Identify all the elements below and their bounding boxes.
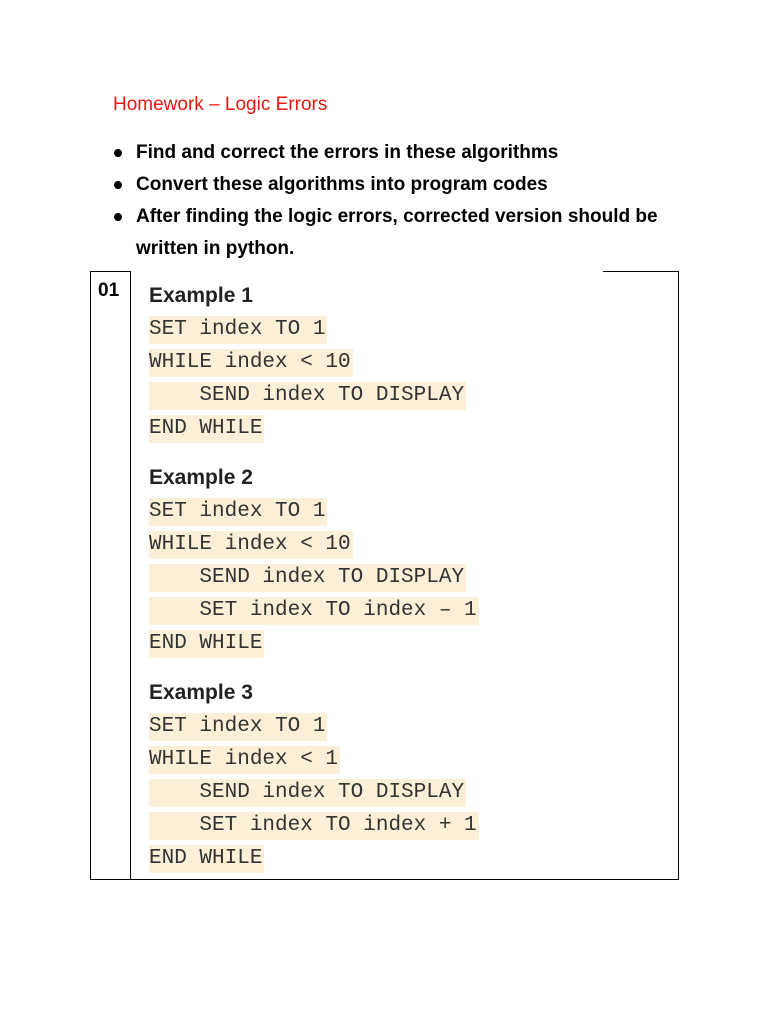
list-item bbox=[112, 169, 692, 201]
bullet-icon bbox=[114, 213, 122, 221]
code-line: WHILE index < 1 bbox=[149, 746, 340, 774]
code-line: WHILE index < 10 bbox=[149, 531, 353, 559]
code-line: SET index TO index – 1 bbox=[149, 597, 479, 625]
instruction-text: After finding the logic errors, corrected version should be bbox=[136, 206, 658, 227]
row-number: 01 bbox=[98, 280, 120, 301]
code-line: SET index TO 1 bbox=[149, 498, 327, 526]
example-title: Example 2 bbox=[149, 466, 253, 489]
homework-heading: Homework – Logic Errors bbox=[113, 94, 328, 115]
instruction-text: Convert these algorithms into program codes bbox=[136, 174, 548, 195]
instruction-text: written in python. bbox=[136, 238, 295, 259]
code-line: WHILE index < 10 bbox=[149, 349, 353, 377]
list-item-continuation bbox=[112, 233, 692, 265]
table-border-gap bbox=[131, 270, 603, 274]
code-line: SEND index TO DISPLAY bbox=[149, 779, 466, 807]
bullet-icon bbox=[114, 149, 122, 157]
code-line: END WHILE bbox=[149, 415, 264, 443]
example-3 bbox=[149, 678, 479, 873]
example-title: Example 3 bbox=[149, 681, 253, 704]
code-line: SET index TO index + 1 bbox=[149, 812, 479, 840]
code-line: SEND index TO DISPLAY bbox=[149, 564, 466, 592]
column-divider bbox=[130, 272, 131, 879]
instruction-list bbox=[112, 137, 692, 265]
example-1 bbox=[149, 281, 466, 443]
algorithm-table bbox=[90, 271, 679, 880]
code-line: END WHILE bbox=[149, 630, 264, 658]
example-2 bbox=[149, 463, 479, 658]
code-line: SET index TO 1 bbox=[149, 713, 327, 741]
list-item bbox=[112, 201, 692, 233]
example-title: Example 1 bbox=[149, 284, 253, 307]
code-line: END WHILE bbox=[149, 845, 264, 873]
instruction-text: Find and correct the errors in these algorithms bbox=[136, 142, 559, 163]
code-line: SET index TO 1 bbox=[149, 316, 327, 344]
list-item bbox=[112, 137, 692, 169]
bullet-icon bbox=[114, 181, 122, 189]
code-line: SEND index TO DISPLAY bbox=[149, 382, 466, 410]
